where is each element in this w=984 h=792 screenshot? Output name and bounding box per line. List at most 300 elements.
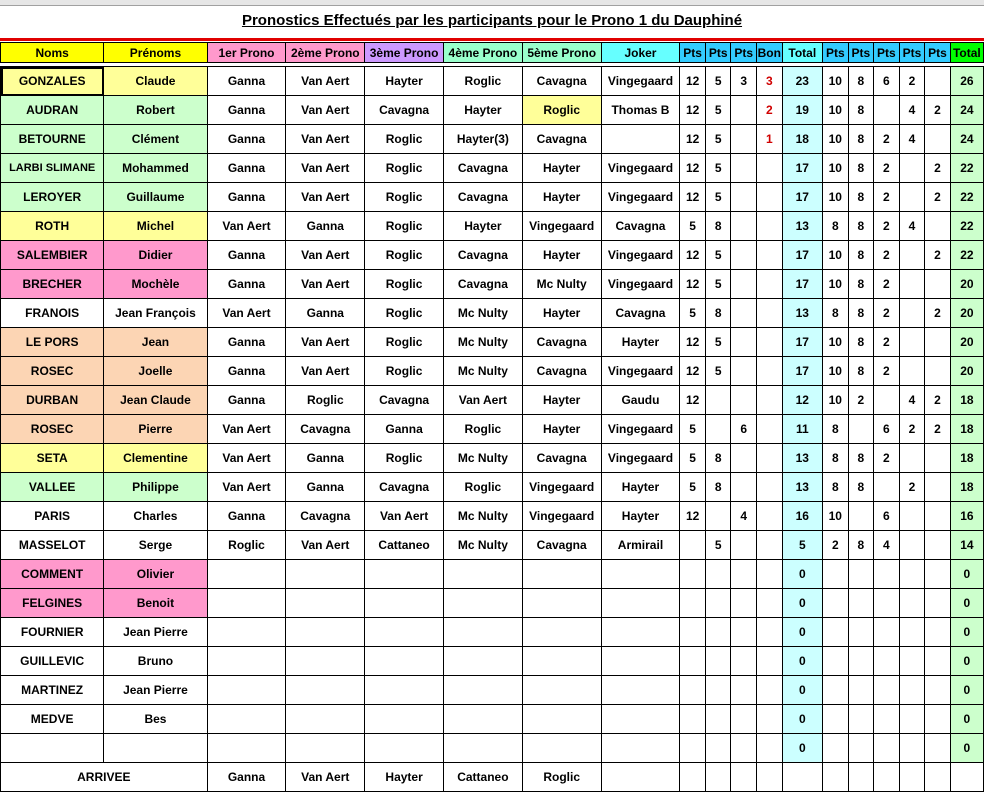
- cell-nom[interactable]: SALEMBIER: [1, 241, 104, 270]
- cell-bon[interactable]: [757, 328, 783, 357]
- cell-prono-3[interactable]: Roglic: [365, 125, 444, 154]
- cell-pts-8[interactable]: 2: [925, 241, 951, 270]
- cell-pts-5[interactable]: 8: [848, 212, 874, 241]
- cell-pts-7[interactable]: [899, 647, 925, 676]
- cell-pts-3[interactable]: [731, 125, 757, 154]
- cell-pts-6[interactable]: [874, 96, 900, 125]
- cell-pts-1[interactable]: 12: [680, 67, 706, 96]
- cell-pts-6[interactable]: 6: [874, 502, 900, 531]
- cell-pts-8[interactable]: [925, 734, 951, 763]
- cell-prono-3[interactable]: Cavagna: [365, 473, 444, 502]
- cell-total-1[interactable]: 17: [782, 270, 822, 299]
- cell-pts-5[interactable]: 2: [848, 386, 874, 415]
- cell-pts-5[interactable]: 8: [848, 125, 874, 154]
- cell-pts-1[interactable]: 12: [680, 125, 706, 154]
- cell-pts-6[interactable]: 2: [874, 183, 900, 212]
- cell-pts-4[interactable]: [823, 618, 849, 647]
- cell-pts-3[interactable]: [731, 444, 757, 473]
- cell-total-2[interactable]: 14: [950, 531, 983, 560]
- cell-pts-8[interactable]: [925, 531, 951, 560]
- cell-prono-1[interactable]: Van Aert: [207, 415, 286, 444]
- cell-prono-3[interactable]: Hayter: [365, 67, 444, 96]
- cell-pts-7[interactable]: [899, 589, 925, 618]
- cell-prono-2[interactable]: Ganna: [286, 299, 365, 328]
- cell-bon[interactable]: [757, 676, 783, 705]
- cell-joker[interactable]: [601, 589, 680, 618]
- cell-pts-2[interactable]: [705, 734, 731, 763]
- cell-pts-6[interactable]: 2: [874, 270, 900, 299]
- cell-prono-2[interactable]: Ganna: [286, 473, 365, 502]
- cell-total-2[interactable]: 20: [950, 357, 983, 386]
- cell-pts-1[interactable]: 12: [680, 270, 706, 299]
- cell-prono-3[interactable]: Roglic: [365, 241, 444, 270]
- cell-pts-3[interactable]: 6: [731, 415, 757, 444]
- cell-prenom[interactable]: Charles: [104, 502, 207, 531]
- cell-prono-5[interactable]: [522, 589, 601, 618]
- cell-pts-5[interactable]: [848, 705, 874, 734]
- cell-pts-8[interactable]: [925, 67, 951, 96]
- cell-joker[interactable]: [601, 647, 680, 676]
- cell-pts-1[interactable]: 5: [680, 212, 706, 241]
- cell-total-1[interactable]: 17: [782, 328, 822, 357]
- cell-pts-2[interactable]: 5: [705, 270, 731, 299]
- cell-pts-3[interactable]: 4: [731, 502, 757, 531]
- cell-pts-5[interactable]: [848, 618, 874, 647]
- cell-pts-3[interactable]: [731, 357, 757, 386]
- cell-nom[interactable]: BETOURNE: [1, 125, 104, 154]
- cell-prono-2[interactable]: Van Aert: [286, 357, 365, 386]
- cell-pts-3[interactable]: [731, 299, 757, 328]
- cell-prono-2[interactable]: Van Aert: [286, 270, 365, 299]
- cell-joker[interactable]: Cavagna: [601, 299, 680, 328]
- cell-total-2[interactable]: 20: [950, 299, 983, 328]
- cell-pts-8[interactable]: 2: [925, 96, 951, 125]
- cell-nom[interactable]: LE PORS: [1, 328, 104, 357]
- cell-bon[interactable]: [757, 241, 783, 270]
- cell-joker[interactable]: Vingegaard: [601, 444, 680, 473]
- arrivee-empty[interactable]: [950, 763, 983, 792]
- cell-prono-4[interactable]: [443, 734, 522, 763]
- cell-prono-5[interactable]: Cavagna: [522, 531, 601, 560]
- cell-pts-1[interactable]: 5: [680, 299, 706, 328]
- cell-total-2[interactable]: 26: [950, 67, 983, 96]
- cell-pts-4[interactable]: [823, 647, 849, 676]
- cell-prono-4[interactable]: Roglic: [443, 415, 522, 444]
- cell-prono-5[interactable]: [522, 676, 601, 705]
- cell-total-2[interactable]: 20: [950, 270, 983, 299]
- cell-pts-3[interactable]: [731, 386, 757, 415]
- cell-nom[interactable]: AUDRAN: [1, 96, 104, 125]
- cell-pts-3[interactable]: 3: [731, 67, 757, 96]
- cell-pts-4[interactable]: [823, 676, 849, 705]
- arrivee-empty[interactable]: [899, 763, 925, 792]
- cell-prenom[interactable]: Clément: [104, 125, 207, 154]
- cell-prono-4[interactable]: [443, 676, 522, 705]
- cell-pts-1[interactable]: 12: [680, 386, 706, 415]
- cell-pts-2[interactable]: 5: [705, 328, 731, 357]
- cell-pts-5[interactable]: 8: [848, 96, 874, 125]
- cell-prono-1[interactable]: Ganna: [207, 502, 286, 531]
- cell-pts-7[interactable]: [899, 270, 925, 299]
- cell-prono-4[interactable]: Mc Nulty: [443, 357, 522, 386]
- cell-pts-2[interactable]: 5: [705, 241, 731, 270]
- cell-pts-4[interactable]: 10: [823, 125, 849, 154]
- cell-total-1[interactable]: 0: [782, 734, 822, 763]
- cell-total-1[interactable]: 13: [782, 212, 822, 241]
- cell-pts-5[interactable]: 8: [848, 154, 874, 183]
- cell-prono-5[interactable]: Hayter: [522, 154, 601, 183]
- cell-pts-6[interactable]: [874, 734, 900, 763]
- cell-pts-2[interactable]: [705, 415, 731, 444]
- cell-prono-4[interactable]: Mc Nulty: [443, 502, 522, 531]
- cell-prono-4[interactable]: [443, 647, 522, 676]
- cell-joker[interactable]: Vingegaard: [601, 270, 680, 299]
- cell-pts-5[interactable]: [848, 676, 874, 705]
- cell-prono-3[interactable]: [365, 589, 444, 618]
- cell-pts-7[interactable]: [899, 502, 925, 531]
- cell-prono-4[interactable]: Roglic: [443, 473, 522, 502]
- cell-pts-5[interactable]: 8: [848, 444, 874, 473]
- cell-pts-8[interactable]: 2: [925, 183, 951, 212]
- cell-pts-7[interactable]: [899, 154, 925, 183]
- cell-pts-7[interactable]: [899, 734, 925, 763]
- cell-total-2[interactable]: 0: [950, 676, 983, 705]
- cell-prono-3[interactable]: Roglic: [365, 444, 444, 473]
- cell-total-1[interactable]: 12: [782, 386, 822, 415]
- cell-pts-1[interactable]: 5: [680, 473, 706, 502]
- cell-joker[interactable]: Vingegaard: [601, 241, 680, 270]
- cell-nom[interactable]: SETA: [1, 444, 104, 473]
- cell-pts-2[interactable]: 8: [705, 299, 731, 328]
- arrivee-empty[interactable]: [601, 763, 680, 792]
- header-pts-5[interactable]: Pts: [848, 43, 874, 63]
- cell-pts-6[interactable]: 6: [874, 415, 900, 444]
- cell-prono-5[interactable]: [522, 618, 601, 647]
- cell-pts-7[interactable]: [899, 183, 925, 212]
- arrivee-prono-2[interactable]: Van Aert: [286, 763, 365, 792]
- cell-pts-1[interactable]: 5: [680, 444, 706, 473]
- cell-total-2[interactable]: 0: [950, 618, 983, 647]
- cell-prono-5[interactable]: Cavagna: [522, 357, 601, 386]
- cell-bon[interactable]: [757, 270, 783, 299]
- cell-prono-2[interactable]: Van Aert: [286, 241, 365, 270]
- header-prono-1[interactable]: 1er Prono: [207, 43, 286, 63]
- cell-prono-5[interactable]: Cavagna: [522, 444, 601, 473]
- cell-pts-6[interactable]: 2: [874, 357, 900, 386]
- cell-pts-4[interactable]: 10: [823, 241, 849, 270]
- cell-prono-2[interactable]: [286, 734, 365, 763]
- cell-total-2[interactable]: 18: [950, 386, 983, 415]
- cell-pts-6[interactable]: [874, 473, 900, 502]
- cell-prenom[interactable]: Claude: [104, 67, 207, 96]
- cell-pts-8[interactable]: [925, 125, 951, 154]
- cell-pts-7[interactable]: 4: [899, 96, 925, 125]
- cell-joker[interactable]: Armirail: [601, 531, 680, 560]
- cell-prenom[interactable]: Jean Pierre: [104, 676, 207, 705]
- cell-total-1[interactable]: 0: [782, 589, 822, 618]
- cell-pts-5[interactable]: 8: [848, 357, 874, 386]
- cell-pts-7[interactable]: [899, 560, 925, 589]
- cell-pts-5[interactable]: 8: [848, 67, 874, 96]
- cell-prono-5[interactable]: [522, 560, 601, 589]
- cell-joker[interactable]: Hayter: [601, 473, 680, 502]
- cell-pts-4[interactable]: 10: [823, 357, 849, 386]
- header-total-1[interactable]: Total: [782, 43, 822, 63]
- cell-pts-1[interactable]: [680, 531, 706, 560]
- cell-prono-1[interactable]: Ganna: [207, 96, 286, 125]
- cell-pts-8[interactable]: [925, 589, 951, 618]
- cell-prono-3[interactable]: Cattaneo: [365, 531, 444, 560]
- cell-prono-1[interactable]: Ganna: [207, 241, 286, 270]
- cell-pts-4[interactable]: 10: [823, 154, 849, 183]
- cell-prono-3[interactable]: Roglic: [365, 328, 444, 357]
- cell-pts-6[interactable]: 2: [874, 299, 900, 328]
- cell-prono-5[interactable]: [522, 705, 601, 734]
- cell-prono-1[interactable]: Ganna: [207, 125, 286, 154]
- cell-prono-5[interactable]: [522, 734, 601, 763]
- cell-prono-4[interactable]: Roglic: [443, 67, 522, 96]
- cell-pts-6[interactable]: 2: [874, 328, 900, 357]
- header-prono-5[interactable]: 5ème Prono: [522, 43, 601, 63]
- cell-pts-3[interactable]: [731, 676, 757, 705]
- cell-nom[interactable]: MEDVE: [1, 705, 104, 734]
- cell-prono-4[interactable]: [443, 618, 522, 647]
- cell-pts-2[interactable]: [705, 560, 731, 589]
- cell-pts-2[interactable]: 5: [705, 357, 731, 386]
- cell-pts-6[interactable]: [874, 386, 900, 415]
- cell-prono-5[interactable]: Hayter: [522, 415, 601, 444]
- cell-total-2[interactable]: 24: [950, 125, 983, 154]
- cell-pts-7[interactable]: 4: [899, 212, 925, 241]
- header-prenom[interactable]: Prénoms: [104, 43, 207, 63]
- cell-pts-7[interactable]: [899, 618, 925, 647]
- cell-bon[interactable]: [757, 415, 783, 444]
- cell-pts-1[interactable]: [680, 618, 706, 647]
- cell-prono-4[interactable]: Cavagna: [443, 270, 522, 299]
- cell-prenom[interactable]: Robert: [104, 96, 207, 125]
- cell-prono-1[interactable]: Ganna: [207, 67, 286, 96]
- cell-bon[interactable]: [757, 502, 783, 531]
- cell-joker[interactable]: [601, 676, 680, 705]
- cell-pts-3[interactable]: [731, 212, 757, 241]
- cell-prono-4[interactable]: [443, 560, 522, 589]
- cell-total-2[interactable]: 0: [950, 560, 983, 589]
- cell-pts-3[interactable]: [731, 734, 757, 763]
- cell-nom[interactable]: VALLEE: [1, 473, 104, 502]
- cell-prenom[interactable]: Jean Claude: [104, 386, 207, 415]
- cell-bon[interactable]: [757, 357, 783, 386]
- cell-pts-7[interactable]: [899, 444, 925, 473]
- cell-pts-2[interactable]: [705, 618, 731, 647]
- cell-bon[interactable]: 3: [757, 67, 783, 96]
- cell-pts-8[interactable]: [925, 444, 951, 473]
- cell-prono-2[interactable]: Ganna: [286, 444, 365, 473]
- cell-pts-6[interactable]: 4: [874, 531, 900, 560]
- cell-pts-7[interactable]: [899, 328, 925, 357]
- cell-prono-1[interactable]: [207, 647, 286, 676]
- cell-prono-4[interactable]: Cavagna: [443, 154, 522, 183]
- cell-joker[interactable]: Vingegaard: [601, 183, 680, 212]
- cell-pts-4[interactable]: 10: [823, 386, 849, 415]
- cell-pts-6[interactable]: 2: [874, 444, 900, 473]
- cell-nom[interactable]: [1, 734, 104, 763]
- cell-prenom[interactable]: Clementine: [104, 444, 207, 473]
- cell-prono-3[interactable]: Ganna: [365, 415, 444, 444]
- cell-pts-1[interactable]: 12: [680, 183, 706, 212]
- cell-prono-1[interactable]: Ganna: [207, 386, 286, 415]
- cell-pts-6[interactable]: [874, 705, 900, 734]
- cell-prenom[interactable]: Guillaume: [104, 183, 207, 212]
- cell-pts-1[interactable]: 12: [680, 357, 706, 386]
- cell-nom[interactable]: DURBAN: [1, 386, 104, 415]
- cell-pts-2[interactable]: 5: [705, 96, 731, 125]
- cell-bon[interactable]: [757, 734, 783, 763]
- header-pts-6[interactable]: Pts: [874, 43, 900, 63]
- cell-prono-3[interactable]: [365, 560, 444, 589]
- arrivee-empty[interactable]: [757, 763, 783, 792]
- cell-prono-4[interactable]: Cavagna: [443, 241, 522, 270]
- cell-pts-6[interactable]: [874, 560, 900, 589]
- cell-prenom[interactable]: Jean François: [104, 299, 207, 328]
- cell-prono-2[interactable]: Van Aert: [286, 125, 365, 154]
- cell-nom[interactable]: MARTINEZ: [1, 676, 104, 705]
- cell-prono-2[interactable]: Cavagna: [286, 502, 365, 531]
- cell-bon[interactable]: [757, 589, 783, 618]
- cell-prono-1[interactable]: Van Aert: [207, 299, 286, 328]
- cell-pts-3[interactable]: [731, 531, 757, 560]
- cell-prono-4[interactable]: Mc Nulty: [443, 299, 522, 328]
- cell-pts-8[interactable]: 2: [925, 299, 951, 328]
- cell-pts-2[interactable]: 8: [705, 444, 731, 473]
- cell-prenom[interactable]: Philippe: [104, 473, 207, 502]
- cell-bon[interactable]: [757, 183, 783, 212]
- cell-nom[interactable]: COMMENT: [1, 560, 104, 589]
- cell-pts-2[interactable]: [705, 705, 731, 734]
- cell-pts-4[interactable]: [823, 734, 849, 763]
- cell-prenom[interactable]: Didier: [104, 241, 207, 270]
- cell-joker[interactable]: [601, 705, 680, 734]
- cell-pts-6[interactable]: 6: [874, 67, 900, 96]
- arrivee-prono-4[interactable]: Cattaneo: [443, 763, 522, 792]
- cell-total-1[interactable]: 0: [782, 647, 822, 676]
- cell-prono-4[interactable]: Hayter: [443, 96, 522, 125]
- cell-total-2[interactable]: 16: [950, 502, 983, 531]
- cell-nom[interactable]: FRANOIS: [1, 299, 104, 328]
- header-pts-7[interactable]: Pts: [899, 43, 925, 63]
- cell-prono-3[interactable]: [365, 618, 444, 647]
- cell-pts-3[interactable]: [731, 560, 757, 589]
- cell-pts-4[interactable]: 8: [823, 299, 849, 328]
- cell-prono-2[interactable]: Ganna: [286, 212, 365, 241]
- cell-joker[interactable]: Gaudu: [601, 386, 680, 415]
- cell-pts-4[interactable]: [823, 705, 849, 734]
- cell-total-1[interactable]: 11: [782, 415, 822, 444]
- cell-pts-5[interactable]: [848, 560, 874, 589]
- cell-pts-5[interactable]: 8: [848, 473, 874, 502]
- cell-prenom[interactable]: Joelle: [104, 357, 207, 386]
- cell-prono-4[interactable]: Van Aert: [443, 386, 522, 415]
- header-prono-2[interactable]: 2ème Prono: [286, 43, 365, 63]
- cell-pts-2[interactable]: 5: [705, 67, 731, 96]
- cell-prono-2[interactable]: Cavagna: [286, 415, 365, 444]
- cell-total-1[interactable]: 17: [782, 154, 822, 183]
- cell-total-2[interactable]: 22: [950, 183, 983, 212]
- cell-total-2[interactable]: 20: [950, 328, 983, 357]
- cell-bon[interactable]: 1: [757, 125, 783, 154]
- cell-nom[interactable]: GUILLEVIC: [1, 647, 104, 676]
- cell-pts-6[interactable]: 2: [874, 241, 900, 270]
- cell-pts-4[interactable]: 8: [823, 212, 849, 241]
- cell-pts-8[interactable]: [925, 473, 951, 502]
- cell-nom[interactable]: ROTH: [1, 212, 104, 241]
- cell-nom[interactable]: ROSEC: [1, 415, 104, 444]
- cell-pts-3[interactable]: [731, 647, 757, 676]
- cell-prono-2[interactable]: [286, 647, 365, 676]
- cell-prono-3[interactable]: Roglic: [365, 212, 444, 241]
- cell-prono-2[interactable]: Van Aert: [286, 154, 365, 183]
- cell-pts-1[interactable]: 12: [680, 328, 706, 357]
- cell-joker[interactable]: [601, 560, 680, 589]
- cell-pts-5[interactable]: 8: [848, 270, 874, 299]
- arrivee-empty[interactable]: [680, 763, 706, 792]
- cell-prono-2[interactable]: Van Aert: [286, 531, 365, 560]
- cell-prono-2[interactable]: [286, 560, 365, 589]
- cell-total-2[interactable]: 0: [950, 734, 983, 763]
- cell-prono-1[interactable]: [207, 705, 286, 734]
- cell-pts-5[interactable]: 8: [848, 328, 874, 357]
- cell-prono-5[interactable]: Hayter: [522, 386, 601, 415]
- cell-pts-6[interactable]: [874, 647, 900, 676]
- cell-total-1[interactable]: 0: [782, 705, 822, 734]
- cell-pts-6[interactable]: [874, 618, 900, 647]
- cell-pts-1[interactable]: [680, 560, 706, 589]
- cell-nom[interactable]: ROSEC: [1, 357, 104, 386]
- cell-pts-2[interactable]: 5: [705, 531, 731, 560]
- cell-prono-2[interactable]: [286, 589, 365, 618]
- cell-pts-8[interactable]: [925, 502, 951, 531]
- cell-joker[interactable]: Thomas B: [601, 96, 680, 125]
- cell-prono-3[interactable]: Roglic: [365, 299, 444, 328]
- cell-nom[interactable]: PARIS: [1, 502, 104, 531]
- cell-prenom[interactable]: Mochèle: [104, 270, 207, 299]
- cell-pts-4[interactable]: 10: [823, 96, 849, 125]
- arrivee-prono-3[interactable]: Hayter: [365, 763, 444, 792]
- cell-joker[interactable]: Vingegaard: [601, 415, 680, 444]
- cell-prono-4[interactable]: Hayter(3): [443, 125, 522, 154]
- cell-joker[interactable]: Vingegaard: [601, 154, 680, 183]
- cell-bon[interactable]: [757, 444, 783, 473]
- cell-prono-1[interactable]: [207, 589, 286, 618]
- cell-nom[interactable]: FOURNIER: [1, 618, 104, 647]
- cell-prono-3[interactable]: [365, 705, 444, 734]
- arrivee-empty[interactable]: [874, 763, 900, 792]
- cell-pts-8[interactable]: [925, 270, 951, 299]
- cell-pts-8[interactable]: [925, 212, 951, 241]
- cell-prono-3[interactable]: Roglic: [365, 183, 444, 212]
- cell-prono-5[interactable]: Cavagna: [522, 67, 601, 96]
- cell-pts-8[interactable]: 2: [925, 154, 951, 183]
- cell-pts-5[interactable]: [848, 589, 874, 618]
- cell-total-1[interactable]: 0: [782, 676, 822, 705]
- cell-prono-4[interactable]: Mc Nulty: [443, 328, 522, 357]
- cell-pts-1[interactable]: 12: [680, 96, 706, 125]
- cell-pts-1[interactable]: 12: [680, 502, 706, 531]
- cell-bon[interactable]: [757, 299, 783, 328]
- cell-pts-3[interactable]: [731, 328, 757, 357]
- cell-pts-1[interactable]: [680, 705, 706, 734]
- cell-pts-7[interactable]: 4: [899, 125, 925, 154]
- cell-prono-1[interactable]: Ganna: [207, 357, 286, 386]
